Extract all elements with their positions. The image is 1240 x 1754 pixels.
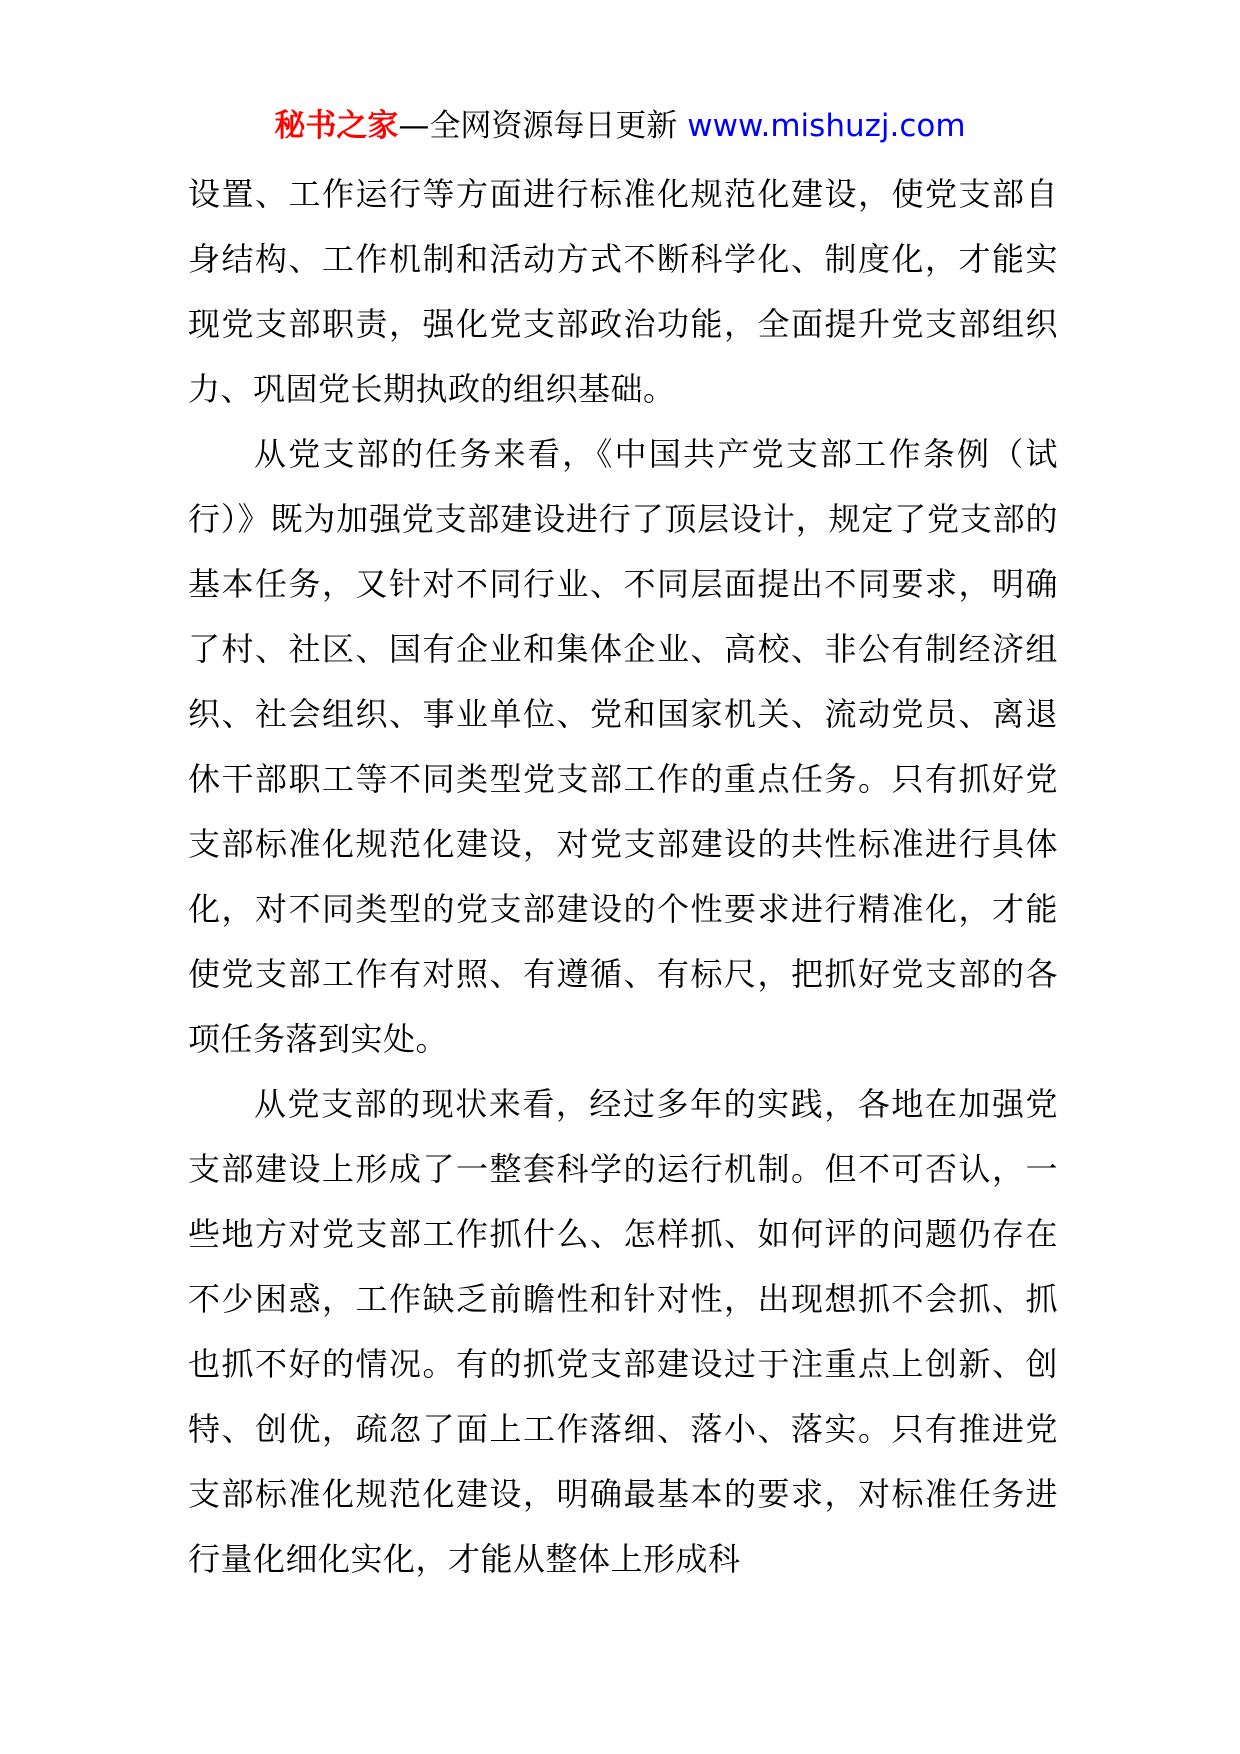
page-header	[0, 104, 1240, 148]
paragraph-2: 从党支部的任务来看，《中国共产党支部工作条例（试行）》既为加强党支部建设进行了顶层设计，规定了党支部的基本任务，又针对不同行业、不同层面提出不同要求，明确了村、社区、国有企业和集体企业、高校、非公有制经济组织、社会组织、事业单位、党和国家机关、流动党员、离退休干部职工等不同类型党支部工作的重点任务。只有抓好党支部标准化规范化建设，对党支部建设的共性标准进行具体化，对不同类型的党支部建设的个性要求进行精准化，才能使党支部工作有对照、有遵循、有标尺，把抓好党支部的各项任务落到实处。	[188, 435, 1058, 1058]
document-body	[188, 162, 1058, 1592]
paragraph-3: 从党支部的现状来看，经过多年的实践，各地在加强党支部建设上形成了一整套科学的运行机制。但不可否认，一些地方对党支部工作抓什么、怎样抓、如何评的问题仍存在不少困惑，工作缺乏前瞻性和针对性，出现想抓不会抓、抓也抓不好的情况。有的抓党支部建设过于注重点上创新、创特、创优，疏忽了面上工作落细、落小、落实。只有推进党支部标准化规范化建设，明确最基本的要求，对标准任务进行量化细化实化，才能从整体上形成科	[188, 1085, 1058, 1578]
site-url: www.mishuzj.com	[687, 108, 966, 144]
brand-name: 秘书之家	[274, 108, 399, 144]
paragraph-1: 设置、工作运行等方面进行标准化规范化建设，使党支部自身结构、工作机制和活动方式不断科学化、制度化，才能实现党支部职责，强化党支部政治功能，全面提升党支部组织力、巩固党长期执政的组织基础。	[188, 175, 1058, 408]
header-tagline: —全网资源每日更新	[398, 108, 688, 144]
